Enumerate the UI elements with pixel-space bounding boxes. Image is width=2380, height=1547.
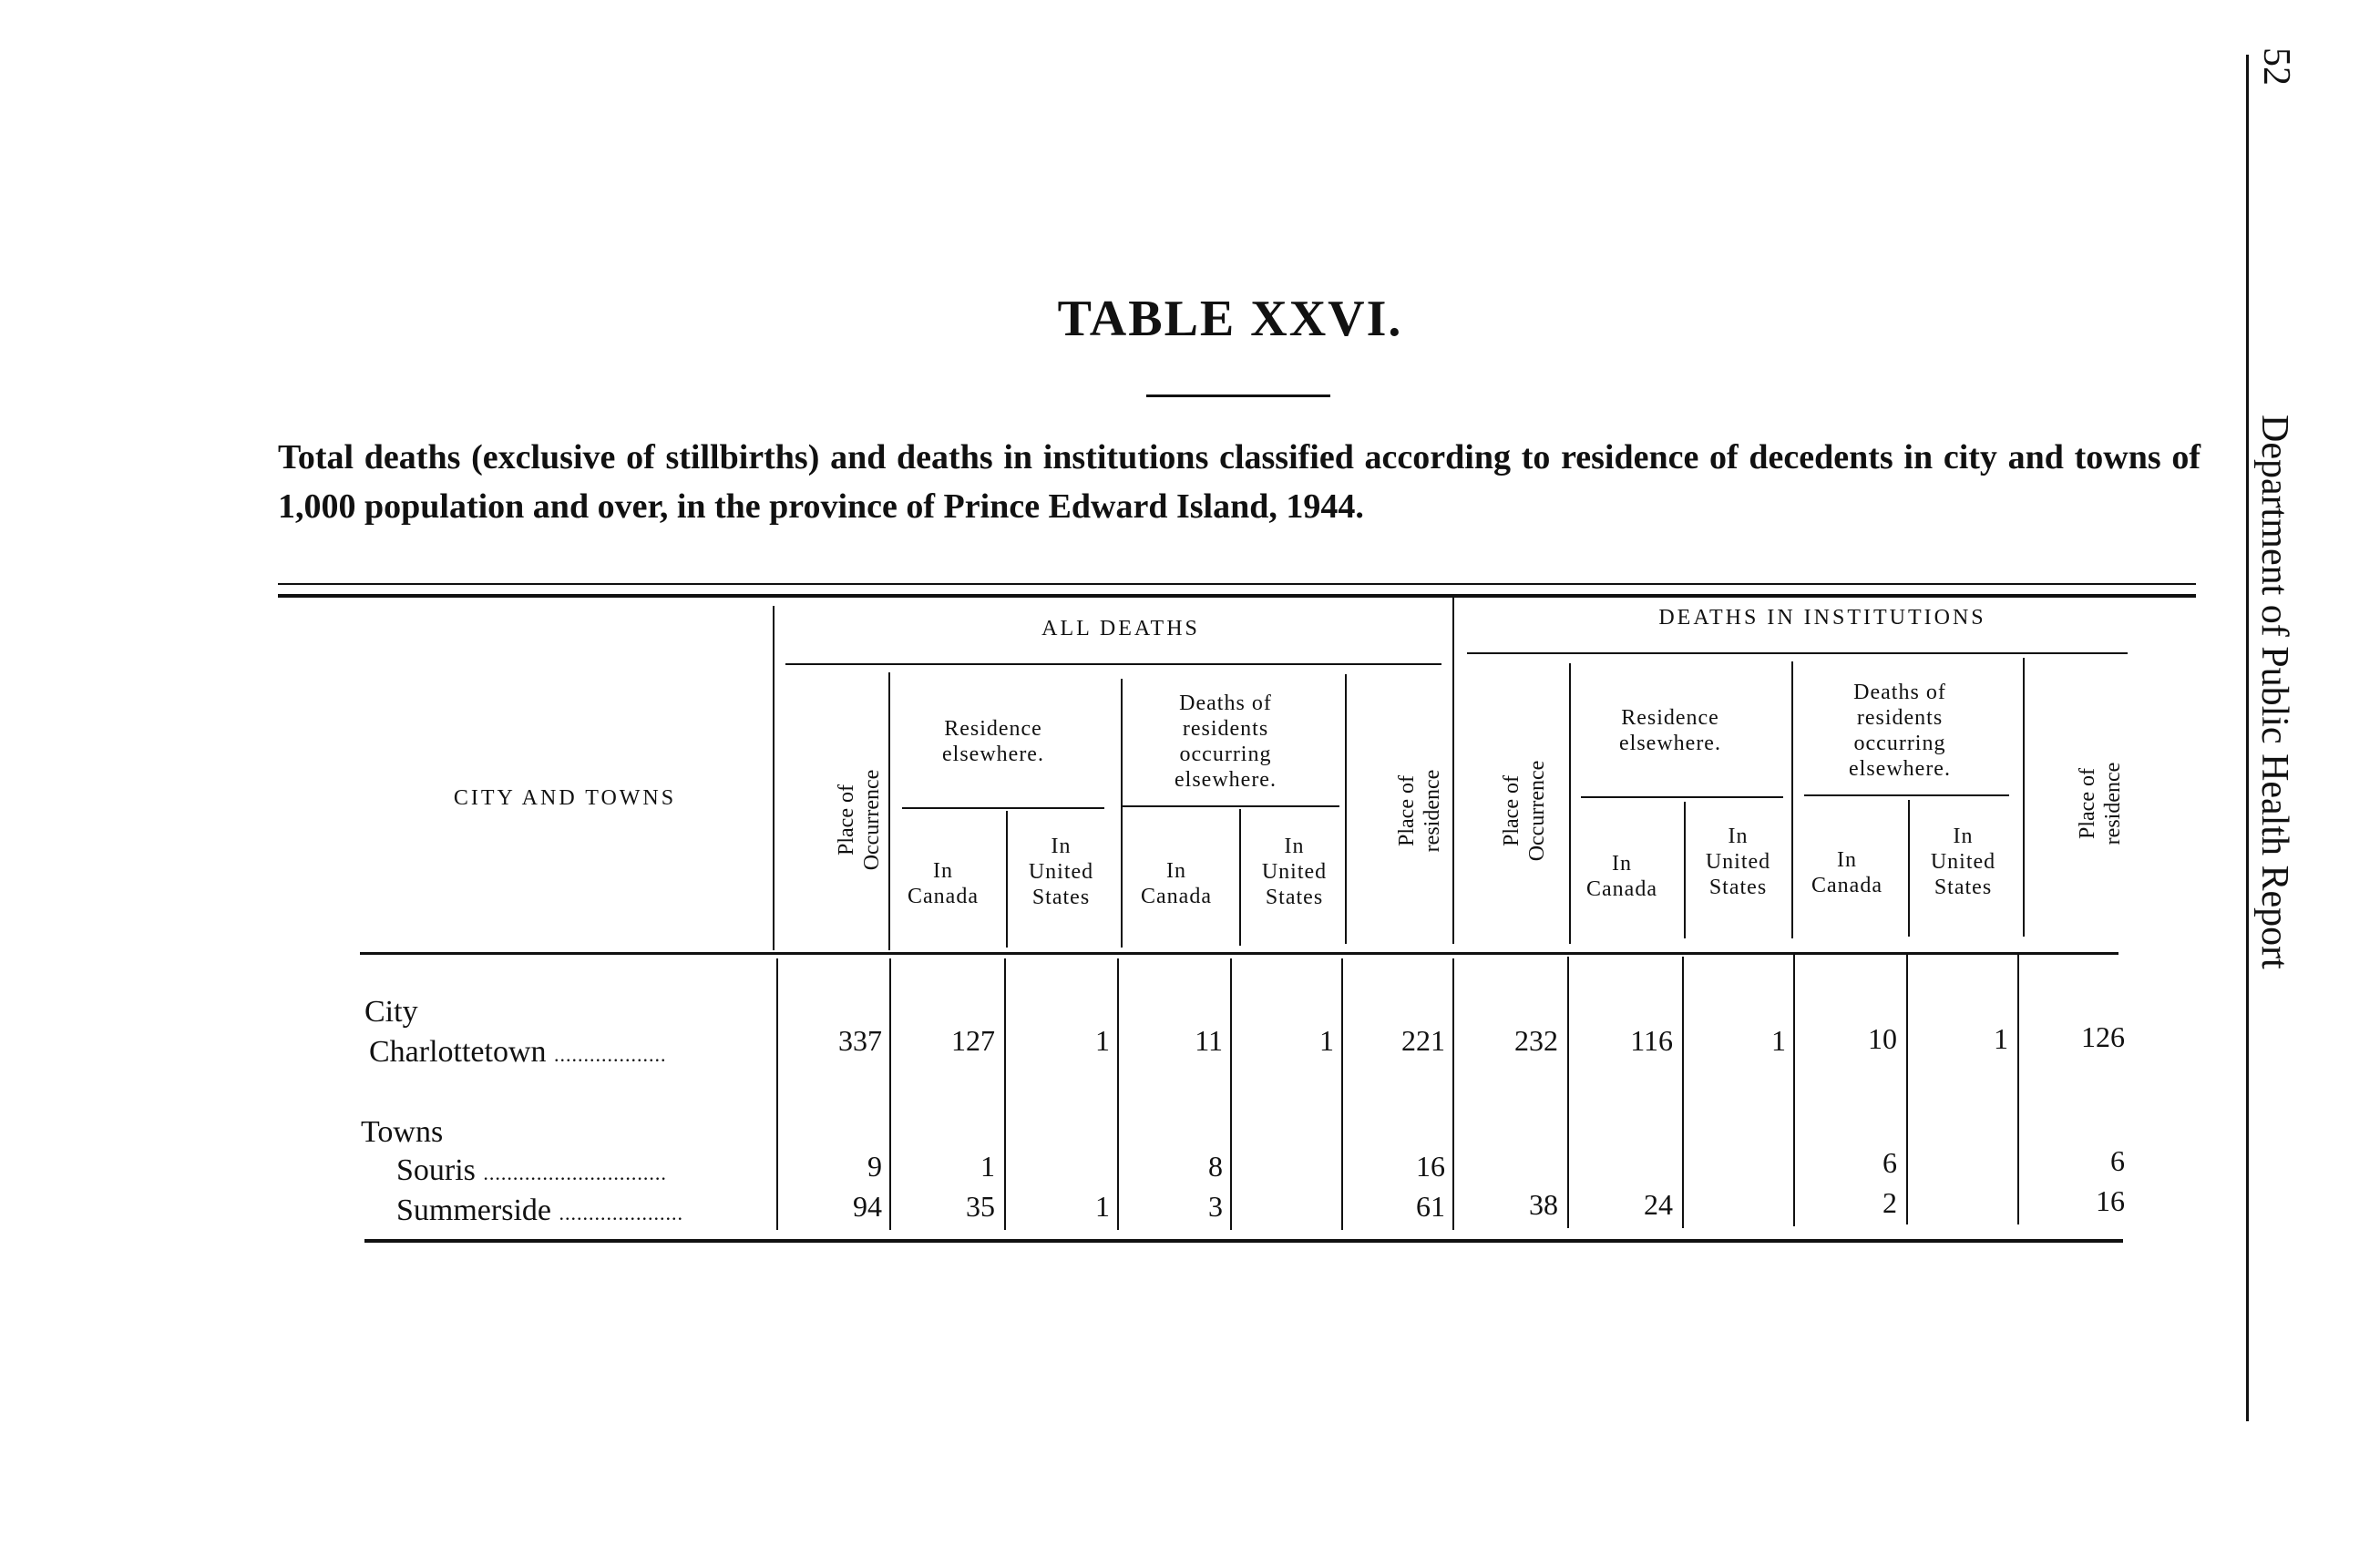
running-head: Department of Public Health Report xyxy=(2253,415,2295,969)
summerside-label xyxy=(396,1194,683,1228)
cell: 232 xyxy=(1514,1024,1558,1057)
cell: 35 xyxy=(966,1190,995,1223)
cell: 16 xyxy=(2096,1184,2125,1217)
residence-elsewhere-heading-2: Residence elsewhere. xyxy=(1619,706,1721,755)
table-bottom-rule xyxy=(364,1239,2123,1243)
in-us-heading-1: In United States xyxy=(1028,835,1094,909)
place-residence-heading-1: Place of residence xyxy=(1395,769,1444,853)
summerside-name: Summerside xyxy=(396,1194,551,1227)
cell: 1 xyxy=(980,1150,995,1183)
place-occurrence-heading-1: Place of Occurrence xyxy=(835,769,884,871)
residence-elsewhere-rule-2 xyxy=(1581,796,1783,798)
body-vline xyxy=(1452,958,1454,1230)
cell: 1 xyxy=(1994,1022,2008,1055)
in-canada-heading-2: In Canada xyxy=(1141,859,1212,908)
cell: 221 xyxy=(1401,1024,1445,1057)
place-residence-heading-2: Place of residence xyxy=(2076,762,2125,845)
header-vline xyxy=(1345,674,1347,944)
header-vline xyxy=(1791,661,1793,938)
cell: 3 xyxy=(1208,1190,1223,1223)
body-vline xyxy=(1230,958,1232,1230)
cell: 61 xyxy=(1416,1190,1445,1223)
cell: 2 xyxy=(1882,1186,1897,1219)
header-vline xyxy=(1006,811,1008,948)
cell: 16 xyxy=(1416,1150,1445,1183)
deaths-residents-rule-1 xyxy=(1123,805,1339,807)
title-rule xyxy=(1146,394,1330,397)
all-deaths-rule xyxy=(785,663,1441,665)
body-vline xyxy=(889,958,891,1230)
body-vline xyxy=(776,958,778,1230)
top-rule-2 xyxy=(278,594,2196,598)
cell: 116 xyxy=(1630,1024,1673,1057)
residence-elsewhere-rule-1 xyxy=(902,807,1104,809)
header-vline xyxy=(1908,800,1910,937)
institutions-heading: DEATHS IN INSTITUTIONS xyxy=(1658,606,1986,630)
header-vline xyxy=(888,672,890,950)
residence-elsewhere-heading-1: Residence elsewhere. xyxy=(942,717,1044,766)
body-vline xyxy=(1117,958,1119,1230)
body-vline xyxy=(1906,953,1908,1224)
city-label: City xyxy=(364,995,418,1029)
cell: 1 xyxy=(1319,1024,1334,1057)
body-vline xyxy=(1682,957,1684,1228)
stub-heading: CITY AND TOWNS xyxy=(453,786,677,810)
in-canada-heading-3: In Canada xyxy=(1586,852,1657,901)
cell: 337 xyxy=(838,1024,882,1057)
body-vline xyxy=(1567,957,1569,1228)
header-vline xyxy=(773,606,775,950)
header-vline xyxy=(1684,802,1686,938)
cell: 11 xyxy=(1195,1024,1223,1057)
cell: 1 xyxy=(1771,1024,1786,1057)
all-deaths-heading: ALL DEATHS xyxy=(1041,617,1200,640)
souris-label xyxy=(396,1153,667,1188)
cell: 10 xyxy=(1868,1022,1897,1055)
souris-name: Souris xyxy=(396,1153,476,1187)
cell: 9 xyxy=(867,1150,882,1183)
deaths-residents-heading-2: Deaths of residents occurring elsewhere. xyxy=(1849,681,1951,781)
towns-label: Towns xyxy=(361,1115,444,1149)
cell: 24 xyxy=(1644,1188,1673,1221)
margin-rule xyxy=(2246,55,2249,1421)
header-bottom-rule xyxy=(360,952,2118,955)
table-title: TABLE XXVI. xyxy=(1057,291,1403,347)
leader-dots: ..................... xyxy=(559,1202,683,1224)
in-canada-heading-1: In Canada xyxy=(908,859,979,908)
header-vline xyxy=(1452,598,1454,944)
cell: 94 xyxy=(853,1190,882,1223)
table-caption: Total deaths (exclusive of stillbirths) and deaths in institutions classified according to residence of decedents in city and towns of 1,000 population and over, in the province of Prince Edward Island, 1944. xyxy=(278,438,2200,526)
header-vline xyxy=(1121,679,1123,948)
cell: 38 xyxy=(1529,1188,1558,1221)
body-vline xyxy=(2017,953,2019,1224)
body-vline xyxy=(1004,958,1006,1230)
in-canada-heading-4: In Canada xyxy=(1811,848,1882,897)
page-number: 52 xyxy=(2255,47,2297,86)
institutions-rule xyxy=(1467,652,2128,654)
in-us-heading-3: In United States xyxy=(1705,825,1771,899)
in-us-heading-4: In United States xyxy=(1930,825,1996,899)
in-us-heading-2: In United States xyxy=(1261,835,1328,909)
header-vline xyxy=(1239,809,1241,946)
charlottetown-name: Charlottetown xyxy=(369,1035,547,1069)
top-rule-1 xyxy=(278,583,2196,585)
body-vline xyxy=(1341,958,1343,1230)
cell: 1 xyxy=(1095,1190,1110,1223)
cell: 6 xyxy=(2110,1144,2125,1177)
cell: 1 xyxy=(1095,1024,1110,1057)
deaths-residents-rule-2 xyxy=(1804,794,2009,796)
cell: 127 xyxy=(951,1024,995,1057)
deaths-residents-heading-1: Deaths of residents occurring elsewhere. xyxy=(1175,692,1277,792)
charlottetown-label xyxy=(369,1035,667,1070)
leader-dots: ............................... xyxy=(483,1162,667,1184)
cell: 8 xyxy=(1208,1150,1223,1183)
cell: 6 xyxy=(1882,1146,1897,1179)
body-vline xyxy=(1793,955,1795,1226)
leader-dots: ................... xyxy=(554,1043,667,1066)
cell: 126 xyxy=(2081,1020,2125,1053)
header-vline xyxy=(1569,663,1571,944)
place-occurrence-heading-2: Place of Occurrence xyxy=(1500,760,1549,862)
header-vline xyxy=(2023,658,2025,937)
